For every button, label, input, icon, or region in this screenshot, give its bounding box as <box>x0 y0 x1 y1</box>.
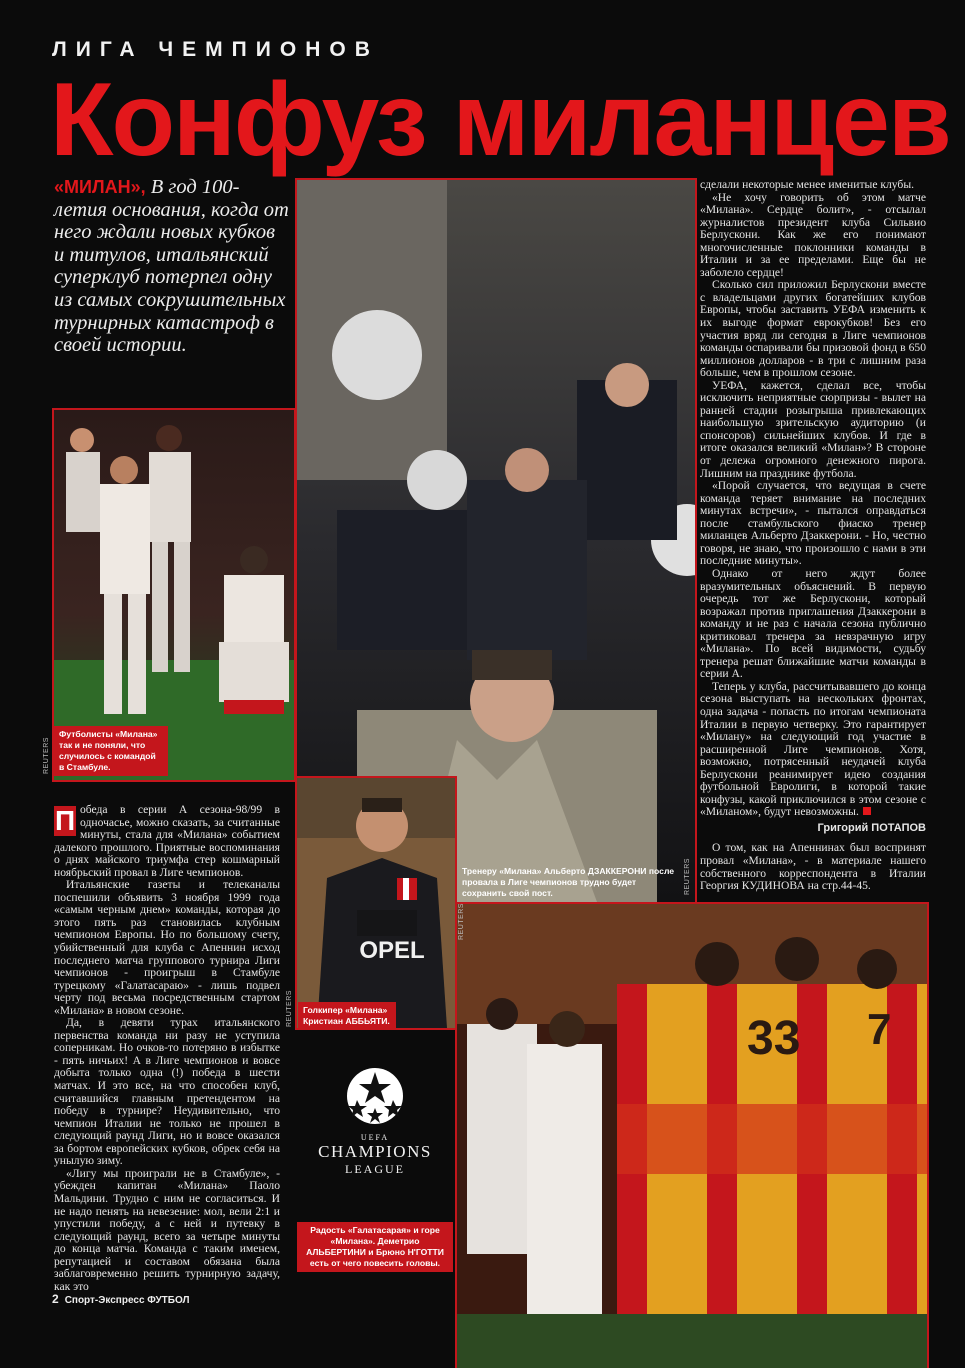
article-text: обеда в серии А сезона-98/99 в одночасье, можно сказать, за считанные минуты, стала для «Милана» событием далекого прошлого. Приятные воспоминания о днях майского триумфа стер кошмарный ноябрьский провал в Лиге чемпионов. <box>54 803 280 879</box>
article-text: Теперь у клуба, рассчитывавшего до конца сезона выступать на нескольких фронтах, одна задача - попасть по итогам чемпионата Италии в первую четверку. Это гарантирует «Милану» на следующий год участие в расширенной Лиге чемпионов. Хотя, возможно, потрясенный неудачей клуба Берлускони реанимирует идею создания футбольной Евролиги, в которой такие конфузы, какой приключился в этом сезоне с «Миланом», будут невозможны. <box>700 679 926 819</box>
article-paragraph: Итальянские газеты и телеканалы поспешили объявить 3 ноября 1999 года «самым черным днем» команды, которая до этого пять раз становилась клубным чемпионом Европы. Но по большому счету, убийственный для клуба с Апеннин исход последнего матча группового турнира Лиги чемпионов - проигрыш в Стамбуле турецкому «Галатасараю» - лишь подвел черту под весьма посредственным стартом «Милана» в новом сезоне. <box>54 878 280 1017</box>
logo-line2: LEAGUE <box>345 1162 405 1176</box>
caption-players: Футболисты «Милана» так и не поняли, что случилось с командой в Стамбуле. <box>54 726 168 776</box>
photo-celebration <box>455 902 929 1368</box>
headline: Конфуз миланцев <box>50 62 950 178</box>
keeper-shirt-text: OPEL <box>359 937 425 964</box>
article-paragraph: Да, в девяти турах итальянского первенства команда ни разу не уступила соперникам. Но очков-то потеряно в избытке - пять ничьих! А в Лиге чемпионов и вовсе добыта только одна (!) победа в шести матчах. И это все, на что способен клуб, считавшийся главным претендентом на победу в турнире? Неудивительно, что чемпион Италии не только не прошел в следующий раунд Лиги, но и вовсе оказался за бортом европейских кубков, обрек себя на унылую зиму. <box>54 1016 280 1168</box>
logo-uefa: UEFA <box>360 1133 390 1142</box>
lead-club-name: «МИЛАН», <box>54 177 146 197</box>
publication-name: Спорт-Экспресс ФУТБОЛ <box>64 1295 190 1306</box>
article-paragraph: Однако от него ждут более вразумительных объяснений. В первую очередь тот же Берлускони, который возражал против приглашения Дзаккерони в команду и не раз с начала сезона публично критиковал тренера за невзрачную игру «Милана». По всей видимости, судьбу тренера решат ближайшие матчи команды в серии А. <box>700 566 926 681</box>
dropcap: П <box>54 805 76 836</box>
article-column-left <box>54 804 280 1293</box>
article-paragraph: УЕФА, кажется, сделал все, чтобы исключить неприятные сюрпризы - вылет на ранней стадии розыгрыша привлекающих наибольшую зрительскую аудиторию (и спонсоров) сильнейших клубов. И где в итоге оказался великий «Милан»? В стороне от дележа огромного денежного пирога. Лишним на празднике футбола. <box>700 378 926 480</box>
end-mark-icon <box>863 807 871 815</box>
photo-keeper <box>295 776 457 1030</box>
caption-keeper: Голкипер «Милана» Кристиан АББЬЯТИ. <box>298 1002 396 1030</box>
article-paragraph <box>54 804 280 879</box>
caption-coach: Тренеру «Милана» Альберто ДЗАККЕРОНИ после провала в Лиге чемпионов трудно будет сохранить свой пост. <box>462 866 675 898</box>
author-name: Григорий ПОТАПОВ <box>817 821 926 834</box>
page-footer <box>52 1292 190 1306</box>
article-column-right <box>700 179 926 893</box>
page-number: 2 <box>52 1292 59 1306</box>
champions-league-logo <box>300 1066 450 1177</box>
credit-celebration: REUTERS <box>458 903 465 940</box>
article-paragraph <box>700 681 926 819</box>
article-paragraph: «Лигу мы проиграли не в Стамбуле», - убежден капитан «Милана» Паоло Мальдини. Трудно с ним не согласиться. И не надо пенять на невезение: мол, вели 2:1 и упустили победу, а с ней и путевку в следующий раунд, всего за четыре минуты до конца матча. Команда с таким именем, репутацией и составом обязана была заблаговременно решить турнирную задачу, как это <box>54 1166 280 1293</box>
lead-paragraph <box>54 176 290 357</box>
section-label: ЛИГА ЧЕМПИОНОВ <box>52 38 379 61</box>
credit-keeper: REUTERS <box>286 990 293 1027</box>
svg-text:7: 7 <box>867 1005 892 1054</box>
credit-coach: REUTERS <box>684 858 691 895</box>
logo-line1: CHAMPIONS <box>318 1142 432 1161</box>
starball-icon <box>345 1066 405 1126</box>
article-paragraph: Сколько сил приложил Берлускони вместе с владельцами других богатейших клубов Европы, чтобы заставить УЕФА изменить к их выгоде формат еврокубков! Без его участия вряд ли сегодня в Лиге чемпионов команды оспаривали бы призовой фонд в 650 миллионов долларов - в три с лишним раза больше, чем в прошлом сезоне. <box>700 278 926 380</box>
article-paragraph: сделали некоторые менее именитые клубы. <box>700 178 915 191</box>
article-paragraph: «Порой случается, что ведущая в счете команда теряет внимание на последних минутах встречи», - пытался оправдаться после стамбульского фиаско тренер миланцев Альберто Дзаккерони. - Но, честно говоря, не знаю, что произошло с нами в эти последние минуты». <box>700 479 926 568</box>
article-note: О том, как на Апеннинах был воспринят провал «Милана», - в материале нашего собственного корреспондента в Италии Георгия КУДИНОВА на стр.44-45. <box>700 841 926 893</box>
article-paragraph: «Не хочу говорить об этом матче «Милана». Сердце болит», - отсылал журналистов президент клуба Сильвио Берлускони. Как же его понимают многочисленные поклонники команды в Италии и за ее пределами. Еще бы не заболело сердце! <box>700 190 926 279</box>
svg-text:33: 33 <box>747 1012 801 1065</box>
caption-celebration: Радость «Галатасарая» и горе «Милана». Деметрио АЛЬБЕРТИНИ и Брюно Н'ГОТТИ есть от чего повесить головы. <box>297 1222 453 1272</box>
credit-players: REUTERS <box>43 737 50 774</box>
lead-text: В год 100-летия основания, когда от него ждали новых кубков и титулов, итальянский суперклуб потерпел одну из самых сокрушительных турнирных катастроф в своей истории. <box>54 176 289 357</box>
